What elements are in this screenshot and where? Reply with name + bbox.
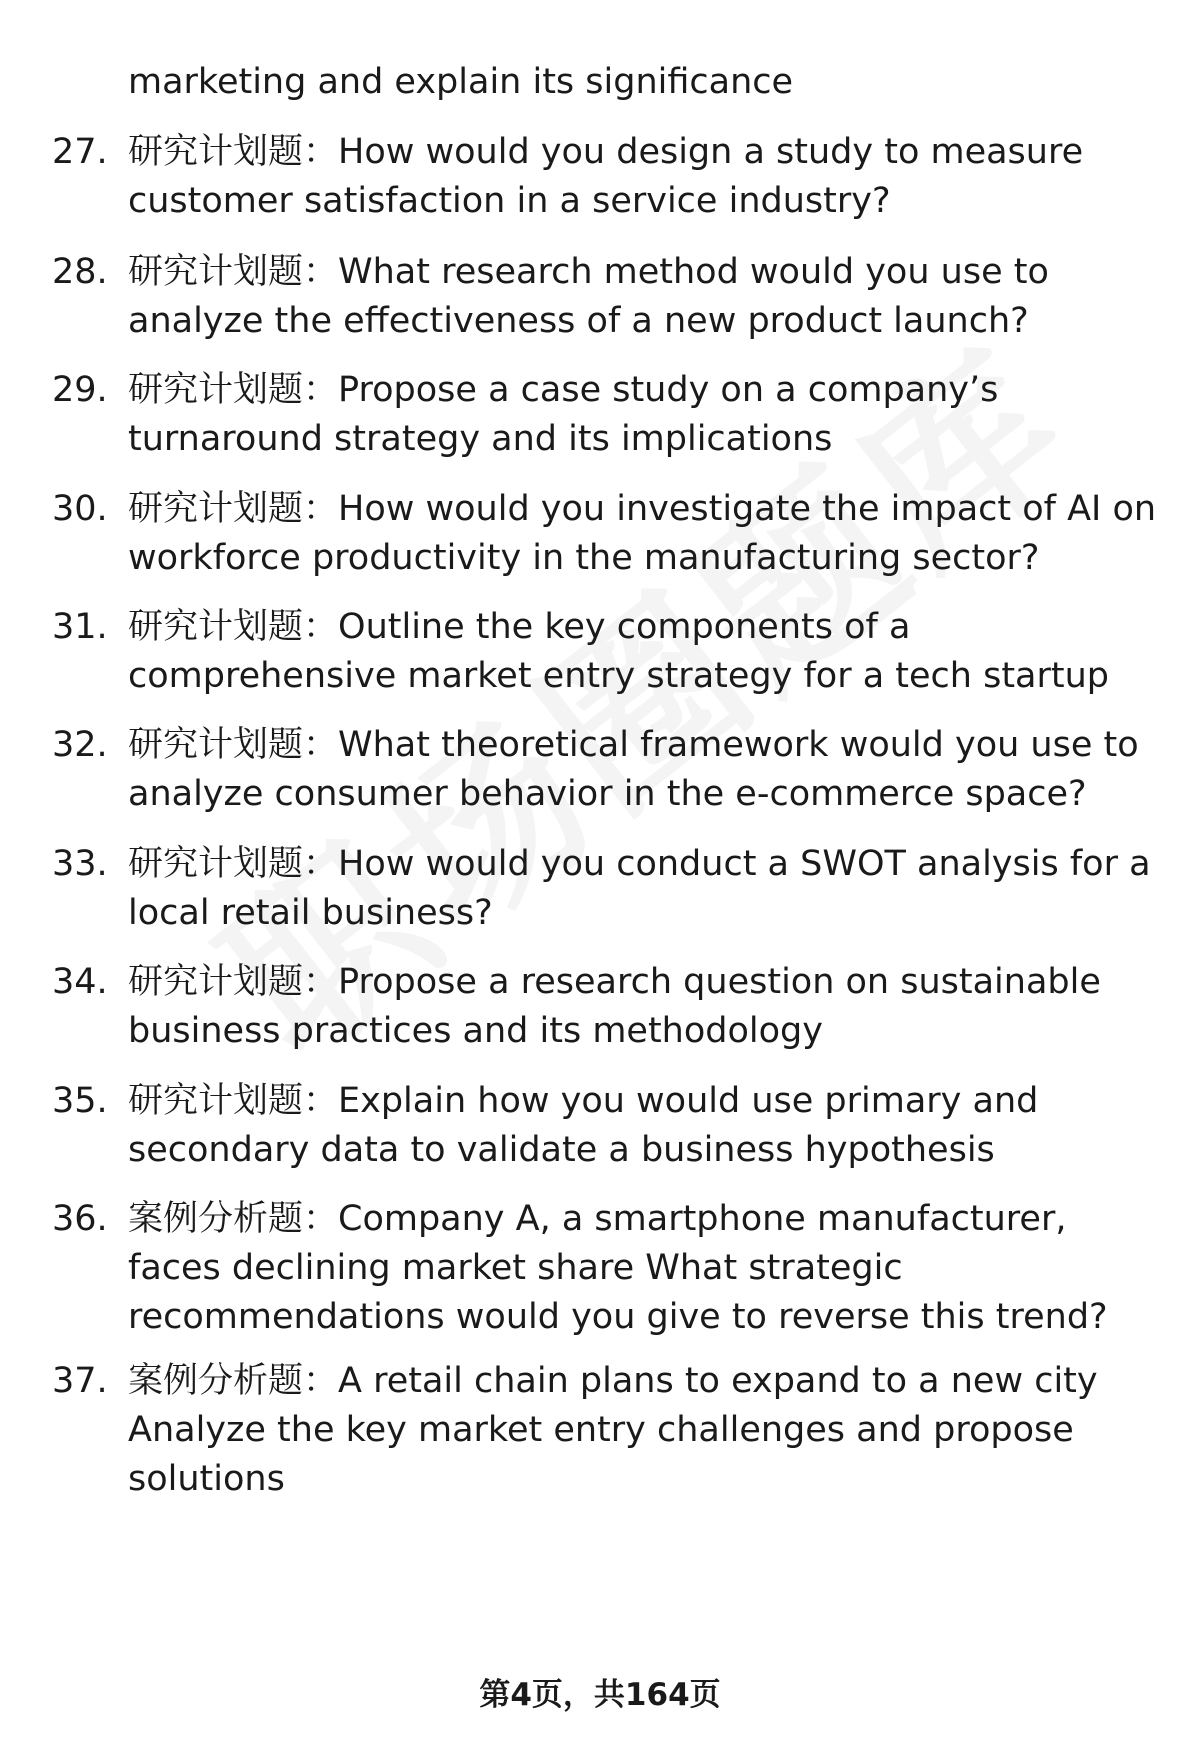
question-body [128,1077,1158,1175]
question-number: 30. [52,489,108,529]
question-text: Company A, a smartphone manufacturer, faces declining market share What strategic recommendations would you give to reverse this trend? [128,1199,1108,1337]
question-number: 36. [52,1199,108,1239]
question-number: 33. [52,844,108,884]
question-text: What theoretical framework would you use to analyze consumer behavior in the e-commerce space? [128,725,1139,814]
question-type: 研究计划题： [128,1081,339,1121]
question-body [128,721,1158,819]
question-body [128,366,1158,464]
question-type: 研究计划题： [128,489,339,529]
question-number: 29. [52,370,108,410]
question-number: 28. [52,252,108,292]
question-number: 34. [52,962,108,1002]
question-type: 研究计划题： [128,844,339,884]
question-text: How would you investigate the impact of AI on workforce productivity in the manufacturing sector? [128,489,1157,578]
question-body [128,1195,1158,1342]
question-number: 35. [52,1081,108,1121]
question-text: How would you conduct a SWOT analysis for a local retail business? [128,844,1151,933]
question-body [128,1357,1158,1504]
question-number: 32. [52,725,108,765]
question-body [128,128,1158,226]
question-text: Explain how you would use primary and secondary data to validate a business hypothesis [128,1081,1039,1170]
question-text: Outline the key components of a comprehensive market entry strategy for a tech startup [128,607,1110,696]
question-text: Propose a case study on a company’s turnaround strategy and its implications [128,370,999,459]
question-type: 研究计划题： [128,725,339,765]
page-footer: 第4页，共164页 [479,1677,721,1713]
question-number: 31. [52,607,108,647]
question-type: 案例分析题： [128,1361,339,1401]
question-type: 研究计划题： [128,132,339,172]
question-text: A retail chain plans to expand to a new city Analyze the key market entry challenges and propose solutions [128,1361,1098,1499]
question-body [128,958,1158,1056]
question-body [128,248,1158,346]
question-body [128,840,1158,938]
question-body [128,485,1158,583]
question-text: Propose a research question on sustainable business practices and its methodology [128,962,1101,1051]
question-type: 研究计划题： [128,370,339,410]
question-type: 研究计划题： [128,607,339,647]
question-number: 37. [52,1361,108,1401]
question-type: 案例分析题： [128,1199,339,1239]
question-body [128,603,1158,701]
continuation-text: marketing and explain its significance [128,62,794,102]
question-text: How would you design a study to measure customer satisfaction in a service industry? [128,132,1084,221]
question-text: What research method would you use to analyze the effectiveness of a new product launch? [128,252,1049,341]
question-type: 研究计划题： [128,252,339,292]
question-number: 27. [52,132,108,172]
question-type: 研究计划题： [128,962,339,1002]
